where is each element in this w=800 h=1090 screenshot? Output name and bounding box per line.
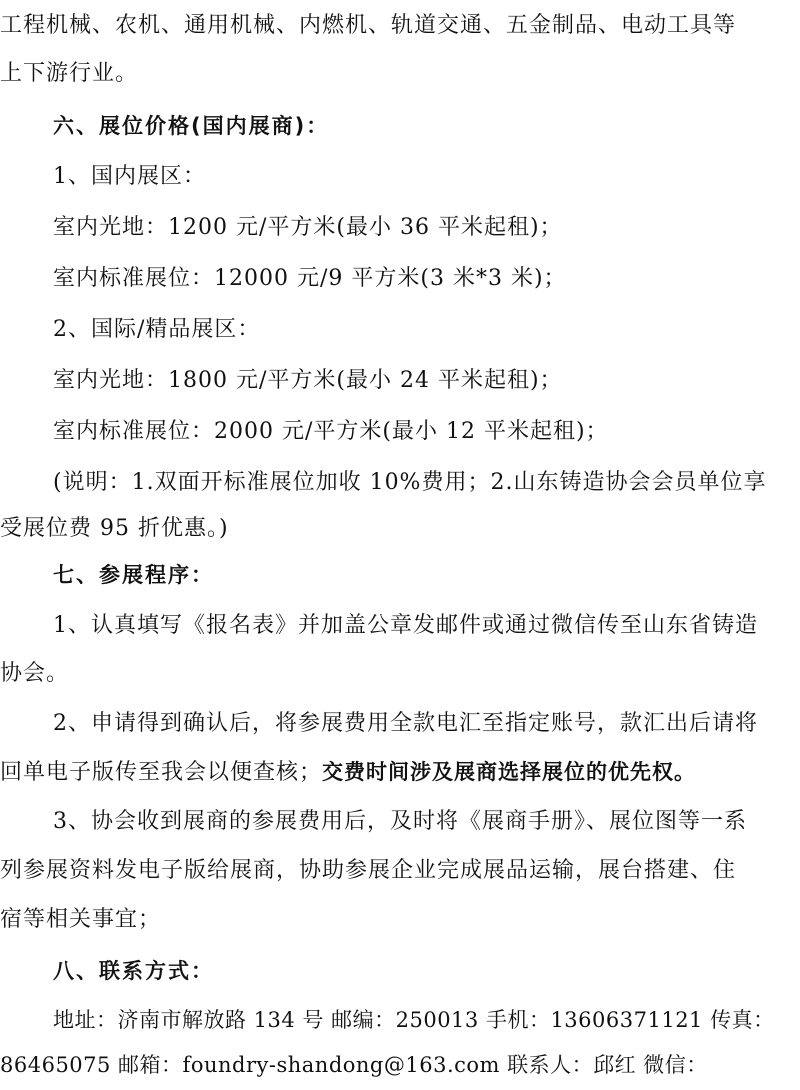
price-line: 室内标准展位：12000 元/9 平方米(3 米*3 米)； — [53, 266, 567, 291]
emphasis-text: 交费时间涉及展商选择展位的优先权。 — [322, 760, 697, 784]
procedure-step-line: 1、认真填写《报名表》并加盖公章发邮件或通过微信传至山东省铸造 — [53, 613, 758, 638]
contact-line: 地址：济南市解放路 134 号 邮编：250013 手机：13606371121 传真： — [53, 1008, 775, 1032]
body-text-line: 工程机械、农机、通用机械、内燃机、轨道交通、五金制品、电动工具等 — [0, 13, 737, 38]
section-heading-contact: 八、联系方式： — [53, 959, 214, 983]
section-heading-procedure: 七、参展程序： — [53, 563, 214, 587]
note-line: (说明：1.双面开标准展位加收 10%费用；2.山东铸造协会会员单位享 — [53, 470, 767, 495]
subsection-domestic-area: 1、国内展区： — [53, 164, 206, 189]
note-line: 受展位费 95 折优惠。) — [0, 516, 229, 541]
subsection-international-area: 2、国际/精品展区： — [53, 317, 261, 342]
price-line: 室内标准展位：2000 元/平方米(最小 12 平米起租)； — [53, 419, 609, 444]
procedure-step-line: 3、协会收到展商的参展费用后，及时将《展商手册》、展位图等一系 — [53, 809, 747, 834]
section-heading-booth-price: 六、展位价格(国内展商)： — [53, 114, 330, 138]
contact-line: 86465075 邮箱：foundry-shandong@163.com 联系人：邱红 微信： — [0, 1053, 708, 1077]
procedure-step-line: 2、申请得到确认后，将参展费用全款电汇至指定账号，款汇出后请将 — [53, 711, 758, 736]
procedure-step-line: 协会。 — [0, 661, 70, 686]
procedure-step-text: 回单电子版传至我会以便查核； — [0, 760, 323, 785]
body-text-line: 上下游行业。 — [0, 61, 139, 86]
procedure-step-line — [0, 750, 800, 794]
price-line: 室内光地：1800 元/平方米(最小 24 平米起租)； — [53, 368, 563, 393]
procedure-step-line: 列参展资料发电子版给展商，协助参展企业完成展品运输，展台搭建、住 — [0, 858, 737, 883]
price-line: 室内光地：1200 元/平方米(最小 36 平米起租)； — [53, 215, 563, 240]
procedure-step-line: 宿等相关事宜； — [0, 907, 162, 932]
